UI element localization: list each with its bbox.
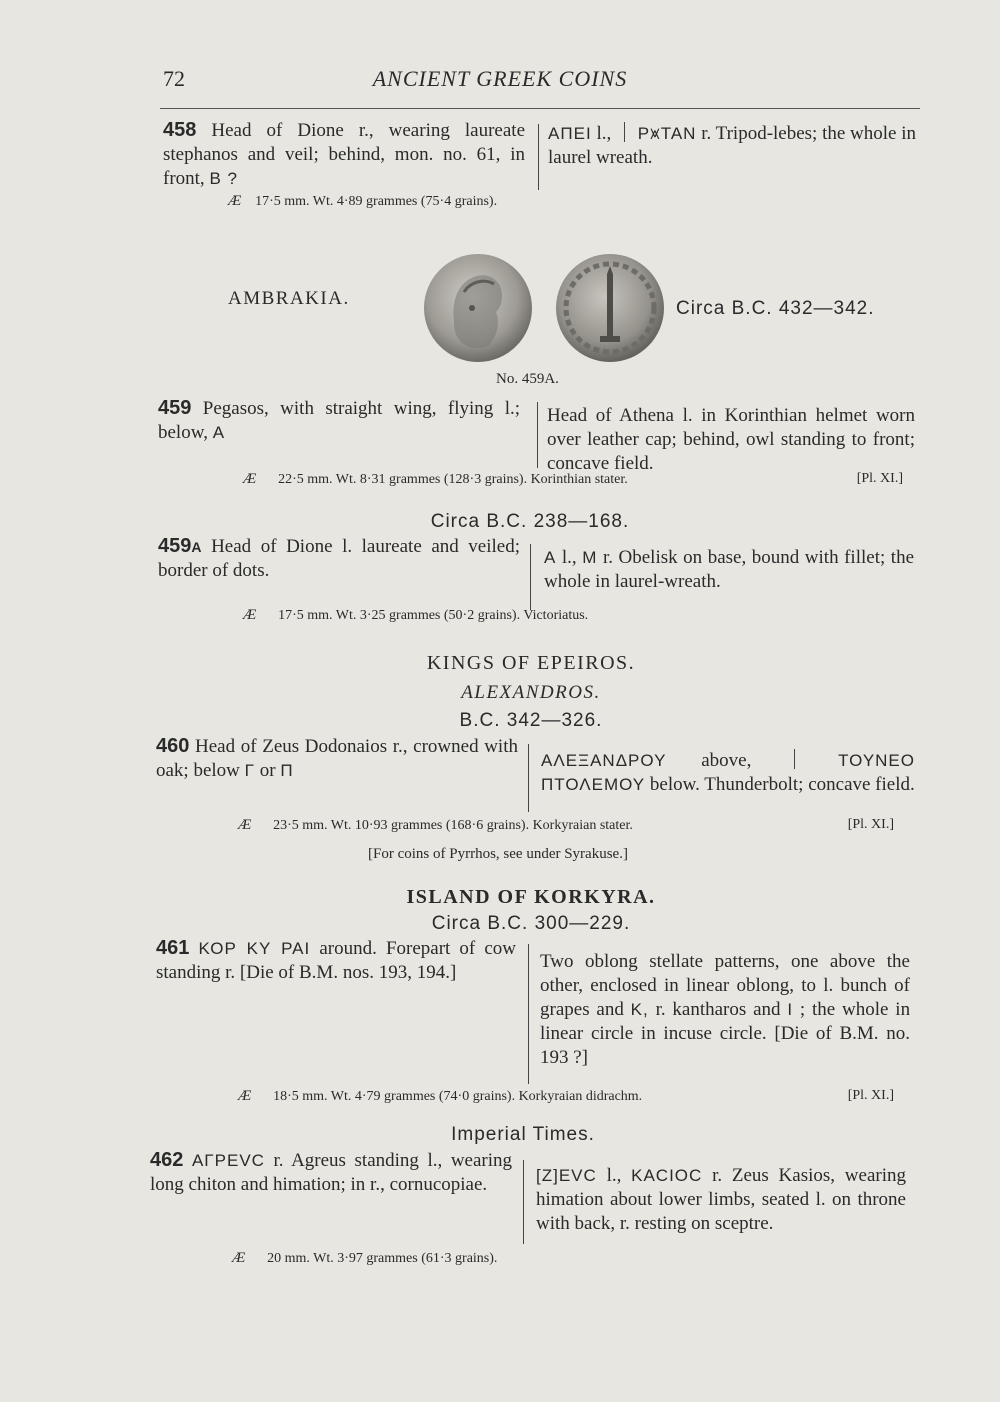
plate-ref: [Pl. XI.]	[856, 471, 903, 486]
section-date: Circa B.C. 238—168.	[430, 511, 630, 532]
reverse-legend: ΤΟΥΝΕΟ	[838, 751, 915, 770]
weight-text: 18·5 mm. Wt. 4·79 grammes (74·0 grains). Korkyraian didrachm.	[273, 1089, 643, 1104]
figure-caption: No. 459A.	[496, 371, 559, 387]
reverse-text: r. Zeus Kasios, wearing himation about lower limbs, seated l. on throne with back, r. resting on sceptre.	[536, 1165, 906, 1234]
entry-461-obverse	[156, 936, 516, 985]
reverse-legend: P⩙TAN	[637, 124, 697, 143]
column-divider	[530, 544, 531, 610]
section-date: Circa B.C. 300—229.	[431, 913, 631, 934]
metal-symbol: Æ	[243, 607, 257, 623]
metal-symbol: Æ	[238, 1088, 252, 1104]
obverse-text: Pegasos, with straight wing, flying l.; below,	[158, 398, 520, 443]
reverse-text: r. Tripod-lebes; the whole in laurel wreath.	[548, 123, 917, 168]
entry-number: 460	[156, 735, 190, 757]
reverse-text: below. Thunderbolt; concave field.	[649, 774, 915, 795]
entry-458-meta	[228, 193, 497, 210]
header-rule	[160, 108, 920, 109]
reverse-legend: ΚΑCΙΟC	[631, 1166, 703, 1185]
region-date: Circa B.C. 432—342.	[676, 298, 875, 319]
obverse-text: Head of Zeus Dodonaios r., crowned with oak; below	[156, 736, 518, 781]
cross-reference-note: [For coins of Pyrrhos, see under Syrakuse.]	[368, 846, 628, 862]
reverse-legend: ΠΤΟΛΕΜΟΥ	[541, 775, 646, 794]
obverse-legend: ΑΓΡΕVC	[191, 1151, 265, 1170]
entry-461-reverse	[540, 950, 910, 1070]
section-title: ISLAND OF KORKYRA.	[406, 886, 656, 908]
entry-459a-reverse	[544, 546, 914, 594]
reverse-text: l.,	[596, 123, 612, 144]
weight-text: 20 mm. Wt. 3·97 grammes (61·3 grains).	[267, 1251, 498, 1266]
reverse-text: Two oblong stellate patterns, one above the other, enclosed in linear oblong, to l. bunch of grapes and	[540, 951, 910, 1020]
entry-number: 461	[156, 937, 190, 959]
reverse-text: l.,	[561, 547, 577, 568]
plate-ref: [Pl. XI.]	[847, 817, 894, 832]
entry-459-meta	[243, 471, 903, 488]
entry-number: 462	[150, 1149, 184, 1171]
legend-divider	[624, 122, 625, 142]
reverse-legend: A	[544, 548, 557, 567]
coin-reverse	[556, 254, 664, 362]
obverse-mark: Γ	[244, 761, 256, 780]
obverse-text: Head of Dione l. laureate and veiled; border of dots.	[158, 536, 520, 581]
entry-459-reverse: Head of Athena l. in Korinthian helmet worn over leather cap; behind, owl standing to front; concave field.	[547, 405, 915, 474]
reverse-text: r. kantharos and	[655, 999, 781, 1020]
weight-text: 17·5 mm. Wt. 4·89 grammes (75·4 grains).	[255, 194, 498, 209]
entry-458-obverse	[163, 118, 525, 191]
section-subtitle: ALEXANDROS.	[461, 682, 601, 703]
entry-461-meta	[238, 1088, 894, 1105]
reverse-text: r. Obelisk on base, bound with fillet; the whole in laurel-wreath.	[544, 547, 915, 592]
metal-symbol: Æ	[243, 471, 257, 487]
entry-459a-obverse	[158, 534, 520, 583]
reverse-text: l.,	[606, 1165, 622, 1186]
entry-462-obverse	[150, 1148, 512, 1197]
reverse-legend: ΑΛΕΞΑΝΔΡΟΥ	[541, 751, 667, 770]
section-title: KINGS OF EPEIROS.	[426, 652, 636, 674]
entry-459-obverse	[158, 396, 520, 445]
column-divider	[537, 402, 538, 468]
weight-text: 23·5 mm. Wt. 10·93 grammes (168·6 grains). Korkyraian stater.	[273, 818, 633, 833]
obverse-text: r. Agreus standing l., wearing long chiton and himation; in r., cornucopiae.	[150, 1150, 513, 1195]
coin-obverse	[424, 254, 532, 362]
reverse-legend: ΑΠΕΙ	[548, 124, 592, 143]
reverse-mark: I	[787, 1000, 794, 1019]
running-title: ANCIENT GREEK COINS	[372, 66, 628, 91]
metal-symbol: Æ	[228, 193, 242, 209]
obverse-text: around. Forepart of cow standing r. [Die of B.M. nos. 193, 194.]	[156, 938, 517, 983]
column-divider	[538, 124, 539, 190]
entry-462-meta	[232, 1250, 497, 1267]
page-number: 72	[163, 66, 185, 91]
reverse-mark: K,	[630, 1000, 649, 1019]
entry-460-reverse	[541, 749, 915, 797]
entry-460-obverse	[156, 734, 518, 783]
entry-number: 459	[158, 397, 192, 419]
column-divider	[528, 944, 529, 1084]
entry-suffix: A	[191, 539, 202, 555]
entry-number: 458	[163, 119, 197, 141]
section-date: Imperial Times.	[451, 1124, 595, 1145]
obverse-text: Head of Dione r., wearing laureate stephanos and veil; behind, mon. no. 61, in front,	[163, 120, 525, 189]
obverse-legend: ΚΟΡ ΚΥ ΡΑΙ	[198, 939, 311, 958]
section-date: B.C. 342—326.	[459, 710, 603, 731]
region-title: AMBRAKIA.	[228, 288, 350, 309]
obverse-mark: B ?	[209, 169, 238, 188]
weight-text: 17·5 mm. Wt. 3·25 grammes (50·2 grains). Victoriatus.	[278, 608, 589, 623]
metal-symbol: Æ	[232, 1250, 246, 1266]
reverse-legend: [Z]EVC	[536, 1166, 597, 1185]
entry-460-meta	[238, 817, 894, 834]
entry-462-reverse	[536, 1164, 906, 1236]
column-divider	[528, 744, 529, 812]
weight-text: 22·5 mm. Wt. 8·31 grammes (128·3 grains). Korinthian stater.	[278, 472, 628, 487]
entry-459a-meta	[243, 607, 588, 624]
coin-images	[424, 252, 664, 370]
reverse-text: above,	[701, 750, 752, 771]
entry-number: 459	[158, 535, 192, 557]
reverse-legend: M	[582, 548, 598, 567]
reverse-text: ; the whole in linear circle in incuse circle. [Die of B.M. no. 193 ?]	[540, 999, 911, 1068]
column-divider	[523, 1160, 524, 1244]
obverse-text: or	[259, 760, 276, 781]
entry-458-reverse	[548, 122, 916, 170]
metal-symbol: Æ	[238, 817, 252, 833]
obverse-mark: A	[212, 423, 226, 442]
plate-ref: [Pl. XI.]	[847, 1088, 894, 1103]
legend-divider	[794, 749, 795, 769]
obverse-mark: Π	[280, 761, 294, 780]
